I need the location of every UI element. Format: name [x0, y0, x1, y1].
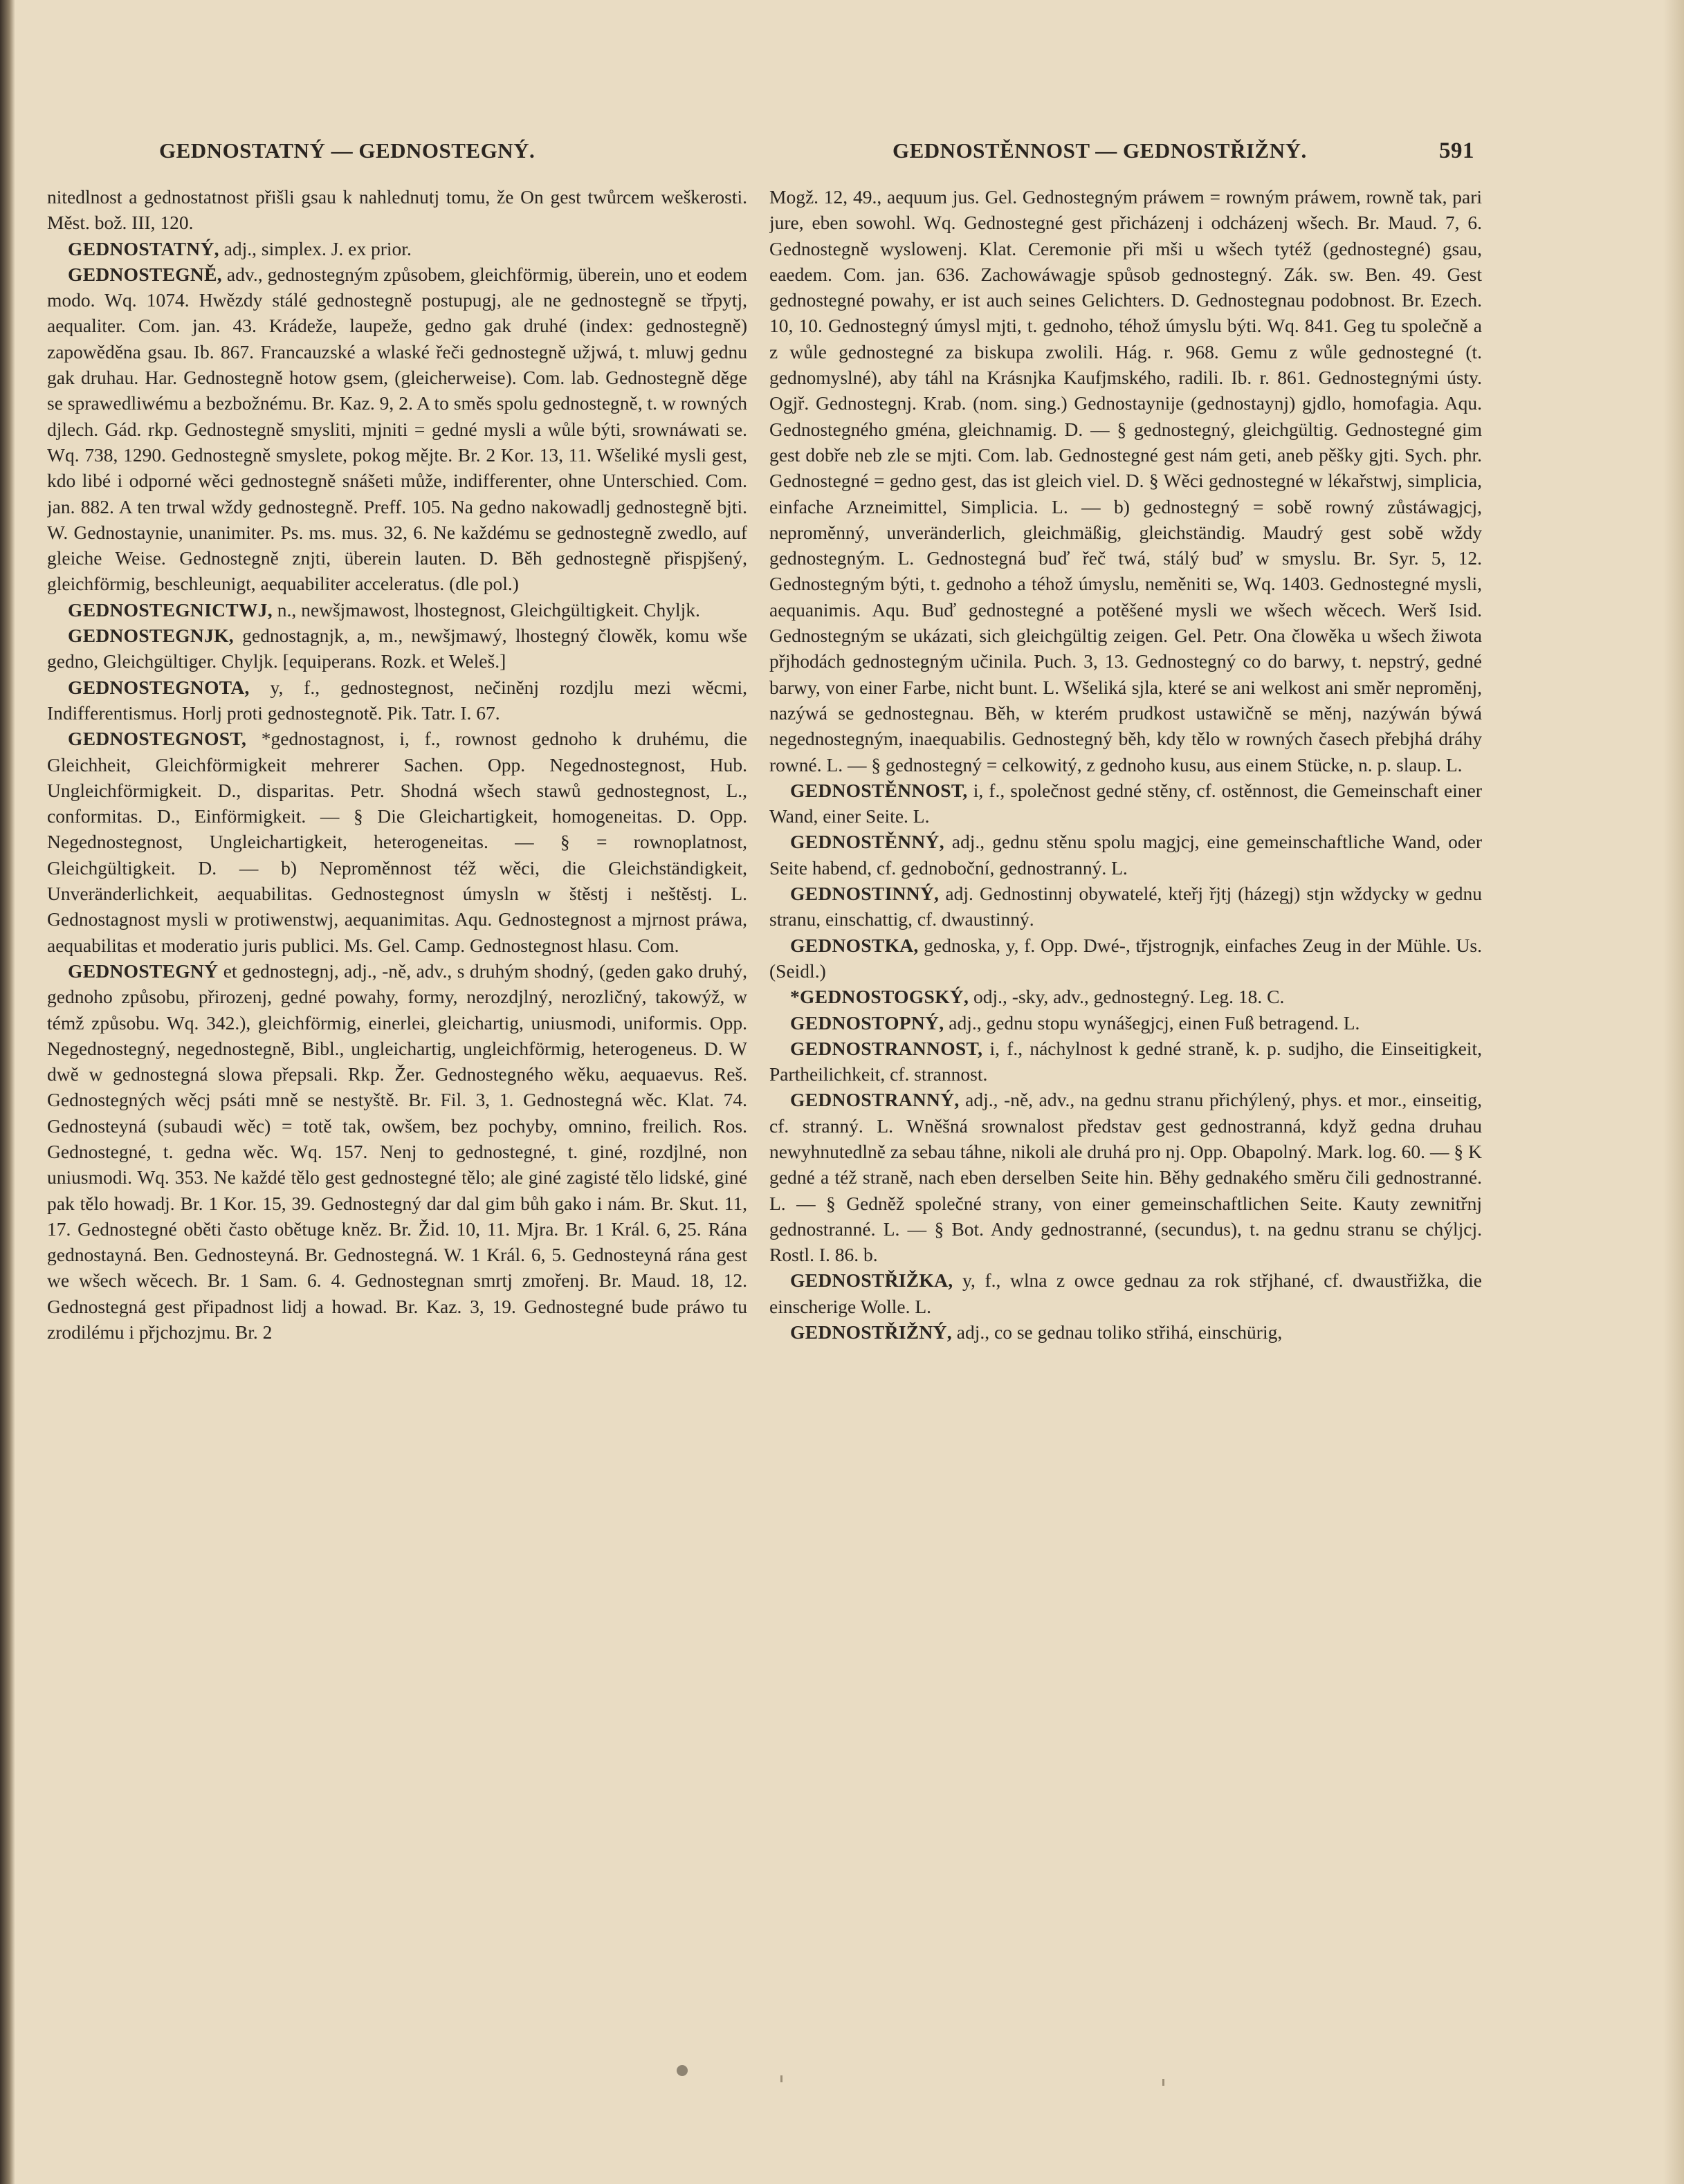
entry-headword: GEDNOSTINNÝ, [790, 883, 940, 905]
entry-headword: GEDNOSTEGNJK, [68, 625, 234, 647]
entry-text: i, f., náchylnost k gedné straně, k. p. sudjho, die Einseitigkeit, Partheilichkeit, cf. strannost. [769, 1037, 1482, 1085]
entry-text: adj., -ně, adv., na gednu stranu přichýlený, phys. et mor., einseitig, cf. stranný. L. Wněšná srownalost představ gest gednostranná, když gedna druhau newyhnutedlně za sebau táhne, nikoli ale druhá pro nj. Opp. Obapolný. Mark. log. 60. — § K gedné a též straně, nach eben derselben Seite hin. Běhy gednakého směru čili gednostranné. L. — § Gedněž společné strany, von einer gemeinschaftlichen Seite. Kauty zewnitřnj gednostranné. L. — § Bot. Andy gednostranné, (secundus), t. na gednu stranu se chýljcj. Rostl. I. 86. b. [769, 1089, 1482, 1266]
dictionary-entry [769, 778, 1482, 829]
dictionary-entry [47, 261, 747, 597]
entry-headword: GEDNOSTĚNNOST, [790, 779, 968, 801]
entry-headword: GEDNOSTATNÝ, [68, 237, 219, 259]
entry-headword: GEDNOSTRANNOST, [790, 1037, 983, 1059]
entry-text: et gednostegnj, adj., -ně, adv., s druhým shodný, (geden gako druhý, gednoho způsobu, přirozenj, gedné powahy, formy, nerozdjlný, nerozličný, takowýž, w témž způsobu. Wq. 342.), gleichförmig, einerlei, gleichartig, uniusmodi, uniformis. Opp. Negednostegný, negednostegně, Bibl., ungleichartig, ungleichförmig, heterogeneus. D. W dwě w gednostegná slowa přepsali. Rkp. Žer. Gednostegného wěku, aequaevus. Reš. Gednostegných wěcj psáti mně se nestyště. Br. Fil. 3, 1. Gednostegná wěc. Klat. 74. Gednosteyná (subaudi wěc) = totě tak, owšem, bez pochyby, omnino, freilich. Ros. Gednostegné, t. gedna wěc. Wq. 157. Nenj to gednostegné, t. giné, rozdjlné, non uniusmodi. Wq. 353. Ne každé tělo gest gednostegné tělo; ale giné zagisté tělo lidské, giné pak tělo howadj. Br. 1 Kor. 15, 39. Gednostegný dar dal gim bůh gako i nám. Br. Skut. 11, 17. Gednostegné oběti často obětuge kněz. Br. Žid. 10, 11. Mjra. Br. 1 Král. 6, 25. Rána gednostayná. Ben. Gednosteyná. Br. Gednostegná. W. 1 Král. 6, 5. Gednosteyná rána gest we wšech wěcech. Br. 1 Sam. 6. 4. Gednostegnan smrtj zmořenj. Br. Maud. 18, 12. Gednostegná gest připadnost lidj a howad. Br. Kaz. 3, 19. Gednostegné bude práwo tu zrodilému i přjchozjmu. Br. 2 [47, 960, 747, 1343]
entry-text: y, f., gednostegnost, nečiněnj rozdjlu mezi wěcmi, Indifferentismus. Horlj proti gednostegnotě. Pik. Tatr. I. 67. [47, 676, 747, 724]
dictionary-entry [769, 1010, 1482, 1036]
right-column [769, 184, 1482, 1962]
entry-text: gednostagnjk, a, m., newšjmawý, lhostegný člowěk, komu wše gedno, Gleichgültiger. Chyljk. [equiperans. Rozk. et Weleš.] [47, 625, 747, 672]
paper-mark [780, 2075, 782, 2082]
dictionary-entry [47, 597, 747, 623]
left-column [47, 184, 747, 1962]
dictionary-entry [769, 1036, 1482, 1088]
entry-headword: GEDNOSTEGNÝ [68, 960, 219, 982]
entry-text: adj., gednu stěnu spolu magjcj, eine gemeinschaftliche Wand, oder Seite habend, cf. gednoboční, gednostranný. L. [769, 831, 1482, 879]
entry-headword: GEDNOSTEGNĚ, [68, 263, 222, 285]
dictionary-entry [769, 881, 1482, 933]
entry-text: *gednostagnost, i, f., rownost gednoho k druhému, die Gleichheit, Gleichförmigkeit mehrerer Sachen. Opp. Negednostegnost, Hub. Ungleichförmigkeit. D., disparitas. Petr. Shodná wšech stawů gednostegnost, L., conformitas. D., Einförmigkeit. — § Die Gleichartigkeit, homogeneitas. D. Opp. Negednostegnost, Ungleichartigkeit, heterogeneitas. — § = rownoplatnost, Gleichgültigkeit. D. — b) Neproměnnost též wěci, die Gleichständigkeit, Unveränderlichkeit, aequabilitas. Gednostegnost úmysln w štěstj i neštěstj. L. Gednostagnost mysli w protiwenstwj, aequanimitas. Aqu. Gednostegnost a mjrnost práwa, aequabilitas et moderatio juris publici. Ms. Gel. Camp. Gednostegnost hlasu. Com. [47, 728, 747, 956]
entry-text: Mogž. 12, 49., aequum jus. Gel. Gednostegným práwem = rowným práwem, rowně tak, pari jure, eben sowohl. Wq. Gednostegné gest přicházenj i odcházenj wšech. Br. Maud. 7, 6. Gednostegně wyslowenj. Klat. Ceremonie při mši u wšech tytéž (gednostegné) gsau, eaedem. Com. jan. 636. Zachowáwagje spůsob gednostegný. Zák. sw. Ben. 49. Gest gednostegné powahy, er ist auch seines Gelichters. D. Gednostegnau podobnost. Br. Ezech. 10, 10. Gednostegný úmysl mjti, t. gednoho, téhož úmyslu býti. Wq. 841. Geg tu společně a z wůle gednostegné za biskupa zwolili. Hág. r. 968. Gemu z wůle gednostegné (t. gednomyslné), aby táhl na Krásnjka Kaufjmského, radili. Ib. r. 861. Gednostegnými ústy. Ogjř. Gednostegnj. Krab. (nom. sing.) Gednostaynije (gednostaynj) gjdlo, homofagia. Aqu. Gednostegného gména, gleichnamig. D. — § gednostegný, gleichgültig. Gednostegné gim gest dobře neb zle se mjti. Com. lab. Gednostegné gest nám geti, aneb pěšky gjti. Sych. phr. Gednostegné = gedno gest, das ist gleich viel. D. § Wěci gednostegné w lékařstwj, simplicia, einfache Arzneimittel, Simplicia. L. — b) gednostegný = sobě rowný zůstáwagjcj, neproměnný, unveränderlich, gleichmäßig, gleichständig. Maudrý gest sobě wždy gednostegným. L. Gednostegná buď řeč twá, stálý buď w smyslu. Br. Syr. 5, 12. Gednostegným býti, t. gednoho a téhož úmyslu, neměniti se, Wq. 1403. Gednostegné mysli, aequanimis. Aqu. Buď gednostegné a potěšené mysli we wšech wěcech. Werš Isid. Gednostegným se ukázati, sich gleichgültig zeigen. Gel. Petr. Ona člowěka u wšech žiwota přjhodách gednostegným učinila. Puch. 3, 13. Gednostegný co do barwy, t. nepstrý, gedné barwy, von einer Farbe, nicht bunt. L. Wšeliká sjla, které se ani welkost ani směr neproměnj, nazýwá se gednostegnau. Běh, w kterém prudkost ustawičně se měnj, nazýwán býwá negednostegným, inaequabilis. Gednostegný běh, kdy tělo w rowných časech přebjhá dráhy rowné. L. — § gednostegný = celkowitý, z gednoho kusu, aus einem Stücke, n. p. slaup. L. [769, 186, 1482, 776]
entry-text: y, f., wlna z owce gednau za rok střjhané, cf. dwaustřižka, die einscherige Wolle. L. [769, 1269, 1482, 1317]
dictionary-entry [47, 236, 747, 261]
entry-text: adj. Gednostinnj obywatelé, kteřj řjtj (házegj) stjn wždycky w gednu stranu, einschattig, cf. dwaustinný. [769, 883, 1482, 930]
dictionary-entry [769, 829, 1482, 881]
page-edge [1663, 0, 1684, 2184]
dictionary-entry [769, 933, 1482, 984]
dictionary-entry [769, 1319, 1482, 1345]
book-spine [0, 0, 15, 2184]
entry-text: adj., simplex. J. ex prior. [219, 237, 412, 259]
page-number: 591 [1439, 138, 1474, 163]
dictionary-entry [47, 675, 747, 726]
entry-headword: GEDNOSTŘIŽKA, [790, 1269, 953, 1292]
entry-headword: GEDNOSTEGNOTA, [68, 676, 250, 698]
dictionary-entry [769, 984, 1482, 1009]
entry-text: adj., gednu stopu wynášegjcj, einen Fuß betragend. L. [944, 1011, 1360, 1034]
entry-text: odj., -sky, adv., gednostegný. Leg. 18. C. [969, 986, 1285, 1008]
paper-spot [677, 2065, 688, 2076]
dictionary-entry [47, 958, 747, 1345]
entry-text: adj., co se gednau toliko střihá, einschürig, [951, 1321, 1283, 1343]
entry-text: adv., gednostegným způsobem, gleichförmig, überein, uno et eodem modo. Wq. 1074. Hwězdy stálé gednostegně postupugj, ale ne gednostegně se třpytj, aequaliter. Com. jan. 43. Krádeže, laupeže, gedno gak druhé (index: gednostegně) zapowěděna gsau. Ib. 867. Francauzské a wlaské řeči gednostegně užjwá, t. mluwj gednu gak druhau. Har. Gednostegně hotow gsem, (gleicherweise). Com. lab. Gednostegně děge se sprawedliwému a bezbožnému. Br. Kaz. 9, 2. A to směs spolu gednostegně, t. w rowných djlech. Gád. rkp. Gednostegně smysliti, mjniti = gedné mysli a wůle býti, srownáwati se. Wq. 738, 1290. Gednostegně smyslete, pokog mějte. Br. 2 Kor. 13, 11. Wšeliké mysli gest, kdo libé i odporné wěci gednostegně snášeti může, indifferenter, ohne Unterschied. Com. jan. 882. A ten trwal wždy gednostegně. Preff. 105. Na gedno nakowadlj gednostegně bjti. W. Gednostaynie, unanimiter. Ps. ms. mus. 32, 6. Ne každému se gednostegně zwedlo, auf gleiche Weise. Gednostegně znjti, überein lauten. D. Běh gednostegně přispjšený, gleichförmig, beschleunigt, aequabiliter acceleratus. (dle pol.) [47, 263, 747, 595]
right-running-head: GEDNOSTĚNNOST — GEDNOSTŘIŽNÝ. [893, 138, 1307, 163]
paper-mark [1162, 2079, 1164, 2086]
entry-headword: GEDNOSTRANNÝ, [790, 1089, 960, 1111]
dictionary-entry [47, 623, 747, 675]
page-header [0, 138, 1684, 173]
entry-headword: GEDNOSTKA, [790, 934, 919, 956]
dictionary-entry [769, 1267, 1482, 1319]
dictionary-entry [47, 726, 747, 958]
entry-text: nitedlnost a gednostatnost přišli gsau k nahlednutj tomu, že On gest twůrcem weškerosti. Měst. bož. III, 120. [47, 186, 747, 234]
dictionary-entry [769, 1087, 1482, 1267]
dictionary-entry [769, 184, 1482, 778]
entry-headword: GEDNOSTŘIŽNÝ, [790, 1321, 952, 1343]
entry-headword: GEDNOSTOPNÝ, [790, 1011, 944, 1034]
entry-text: gednoska, y, f. Opp. Dwé-, třjstrognjk, einfaches Zeug in der Mühle. Us. (Seidl.) [769, 934, 1482, 982]
entry-headword: GEDNOSTĚNNÝ, [790, 831, 944, 853]
entry-headword: *GEDNOSTOGSKÝ, [790, 986, 969, 1008]
entry-headword: GEDNOSTEGNICTWJ, [68, 598, 273, 621]
entry-headword: GEDNOSTEGNOST, [68, 728, 247, 750]
dictionary-entry [47, 184, 747, 236]
entry-text: i, f., společnost gedné stěny, cf. ostěnnost, die Gemeinschaft einer Wand, einer Seite. L. [769, 779, 1482, 827]
entry-text: n., newšjmawost, lhostegnost, Gleichgültigkeit. Chyljk. [272, 598, 700, 621]
left-running-head: GEDNOSTATNÝ — GEDNOSTEGNÝ. [159, 138, 536, 163]
